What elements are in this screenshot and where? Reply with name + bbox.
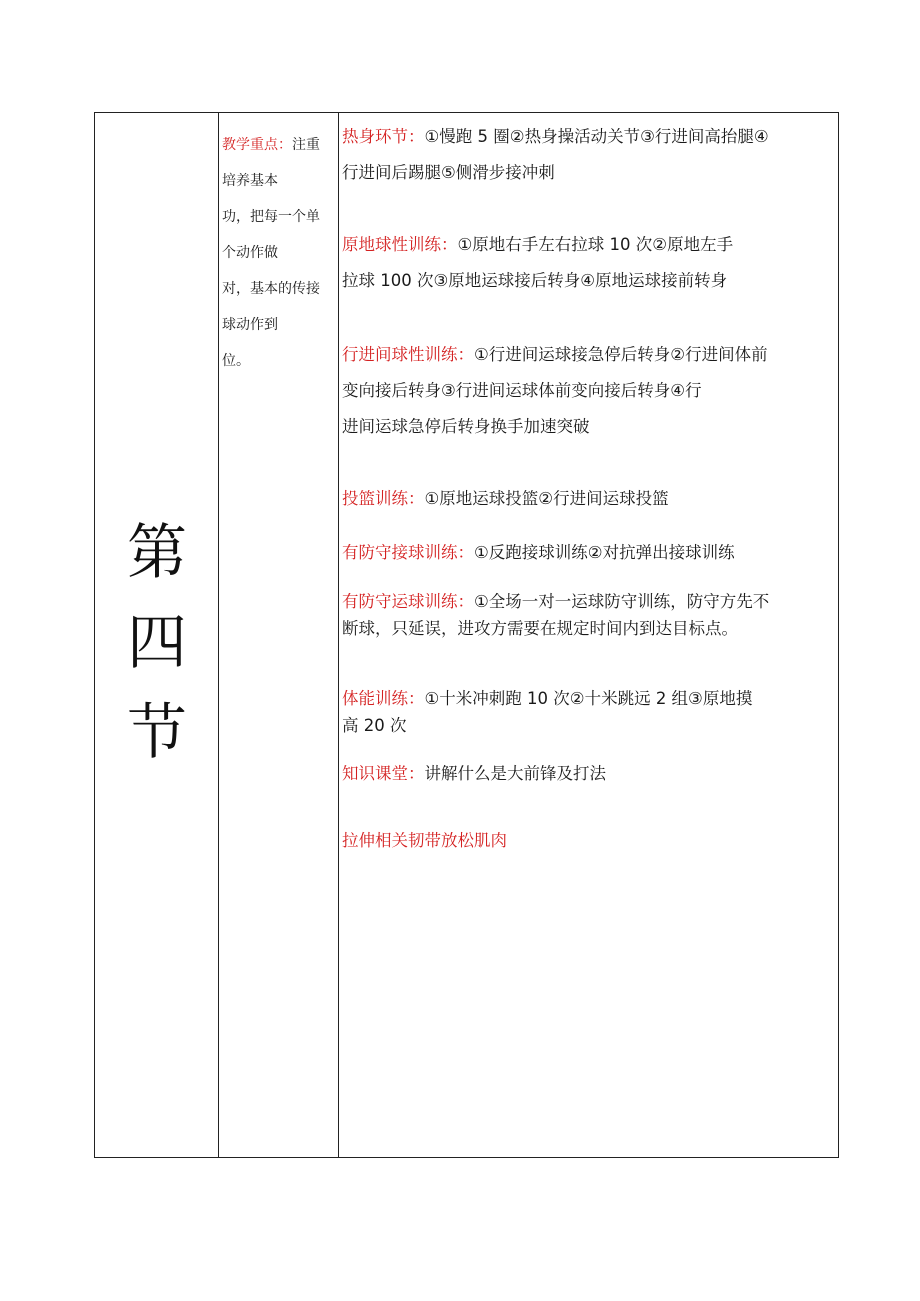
section-char: 节 <box>127 698 187 768</box>
teaching-focus-line: 注重 <box>292 137 320 153</box>
lesson-table <box>94 112 839 1158</box>
warmup-text: ①慢跑 5 圈②热身操活动关节③行进间高抬腿④ <box>424 127 769 146</box>
teaching-focus-line: 球动作到 <box>222 317 278 333</box>
teaching-focus-column <box>219 113 339 1157</box>
defended-catching-label: 有防守接球训练： <box>342 543 474 562</box>
defended-dribbling-block <box>342 588 827 642</box>
fitness-text: ①十米冲刺跑 10 次②十米跳远 2 组③原地摸 <box>424 689 753 708</box>
teaching-focus-line: 位。 <box>222 353 250 369</box>
warmup-text: 行进间后踢腿⑤侧滑步接冲刺 <box>342 163 555 182</box>
fitness-block <box>342 685 827 739</box>
moving-ball-text: ①行进间运球接急停后转身②行进间体前 <box>474 345 768 364</box>
section-char: 四 <box>127 608 187 678</box>
teaching-focus-label: 教学重点： <box>222 137 292 153</box>
defended-dribbling-text: ①全场一对一运球防守训练，防守方先不 <box>474 592 770 611</box>
defended-catching-block <box>342 535 827 571</box>
fitness-label: 体能训练： <box>342 689 425 708</box>
knowledge-block <box>342 756 827 792</box>
stationary-ball-text: 拉球 100 次③原地运球接后转身④原地运球接前转身 <box>342 271 728 290</box>
defended-dribbling-text: 断球，只延误，进攻方需要在规定时间内到达目标点。 <box>342 619 738 638</box>
moving-ball-label: 行进间球性训练： <box>342 345 474 364</box>
fitness-text: 高 20 次 <box>342 716 407 735</box>
teaching-focus-line: 培养基本 <box>222 173 278 189</box>
warmup-block <box>342 119 827 191</box>
defended-dribbling-label: 有防守运球训练： <box>342 592 474 611</box>
section-title <box>95 508 219 778</box>
teaching-focus-line: 对，基本的传接 <box>222 281 320 297</box>
stationary-ball-block <box>342 227 827 299</box>
warmup-label: 热身环节： <box>342 127 425 146</box>
shooting-label: 投篮训练： <box>342 489 425 508</box>
stretching-label: 拉伸相关韧带放松肌肉 <box>342 831 507 850</box>
lesson-content-column <box>339 113 838 1157</box>
knowledge-label: 知识课堂： <box>342 764 425 783</box>
knowledge-text: 讲解什么是大前锋及打法 <box>424 764 606 783</box>
teaching-focus-line: 个动作做 <box>222 245 278 261</box>
stationary-ball-text: ①原地右手左右拉球 10 次②原地左手 <box>457 235 734 254</box>
section-column <box>95 113 219 1157</box>
stationary-ball-label: 原地球性训练： <box>342 235 458 254</box>
teaching-focus <box>222 127 334 379</box>
teaching-focus-line: 功，把每一个单 <box>222 209 320 225</box>
moving-ball-block <box>342 337 827 445</box>
section-char: 第 <box>127 518 187 588</box>
defended-catching-text: ①反跑接球训练②对抗弹出接球训练 <box>474 543 735 562</box>
shooting-text: ①原地运球投篮②行进间运球投篮 <box>424 489 669 508</box>
stretching-block <box>342 823 827 859</box>
shooting-block <box>342 481 827 517</box>
moving-ball-text: 变向接后转身③行进间运球体前变向接后转身④行 <box>342 381 702 400</box>
moving-ball-text: 进间运球急停后转身换手加速突破 <box>342 417 590 436</box>
